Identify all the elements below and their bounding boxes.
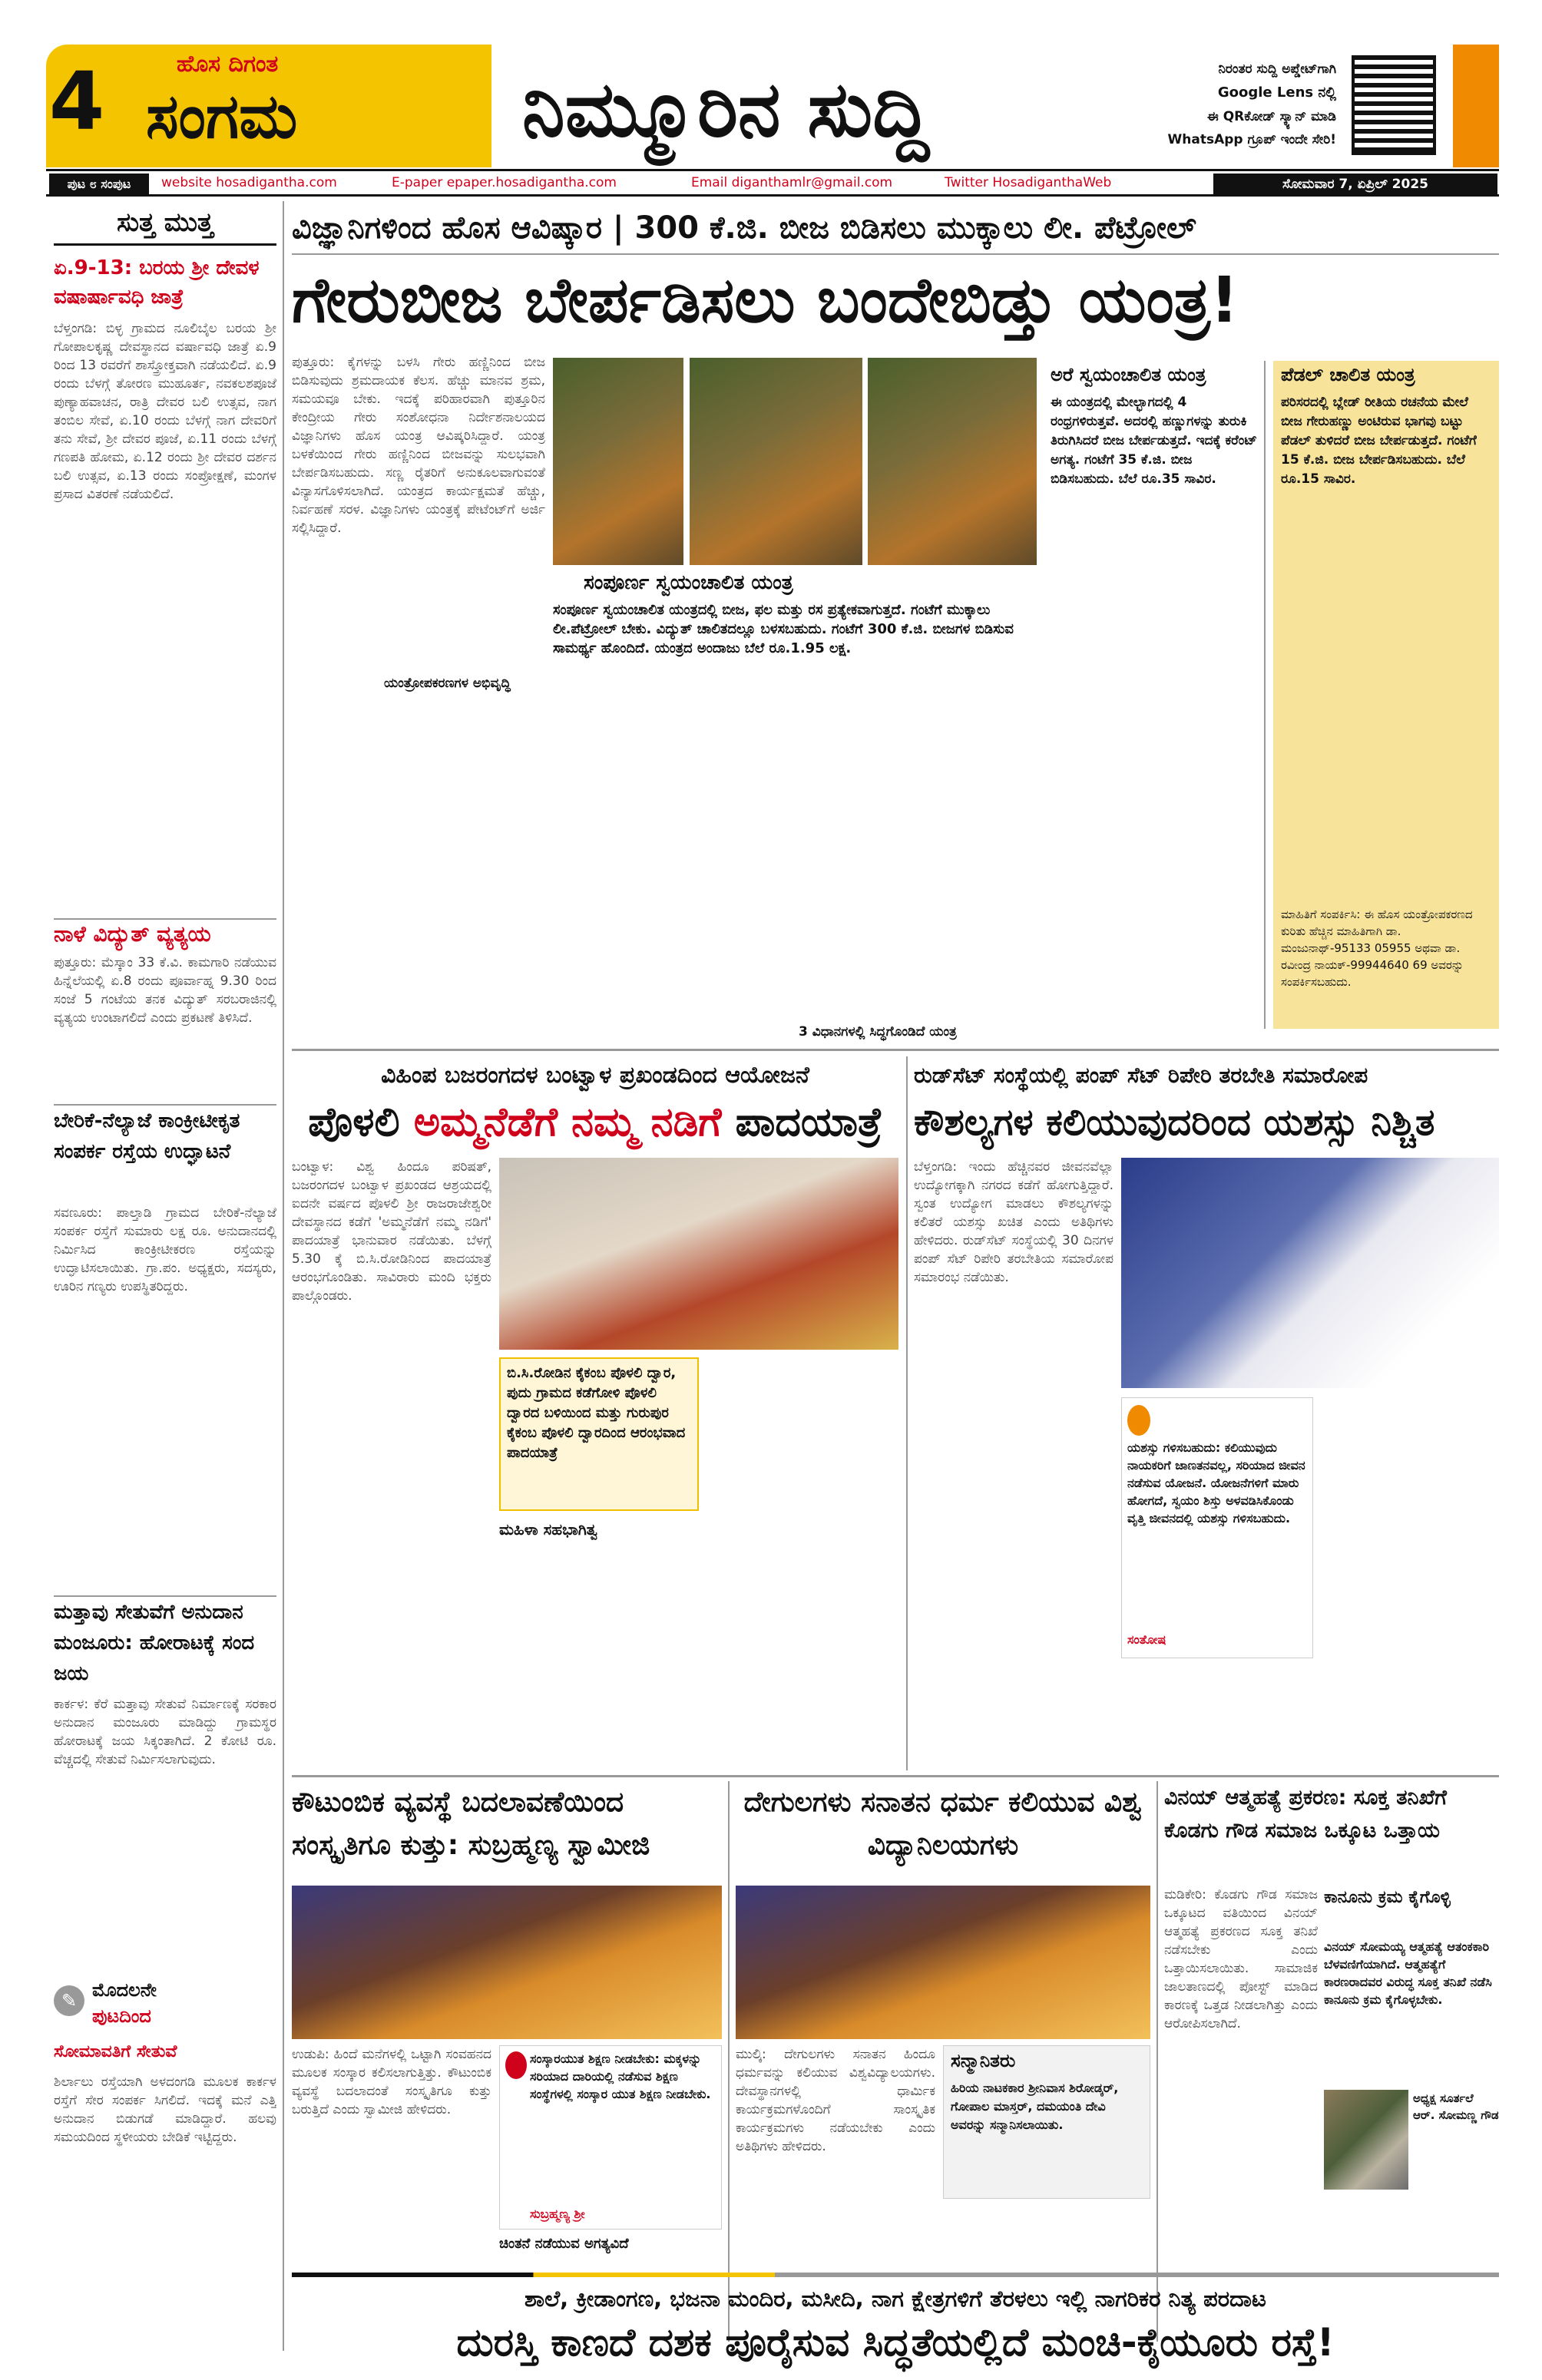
padayatre-subhead: ಮಹಿಳಾ ಸಹಭಾಗಿತ್ವ: [499, 1520, 597, 1539]
padayatre-headline: [292, 1095, 898, 1150]
issue-date: ಸೋಮವಾರ 7, ಏಪ್ರಿಲ್ 2025: [1213, 174, 1497, 195]
lead-box-1-body: ಈ ಯಂತ್ರದಲ್ಲಿ ಮೇಲ್ಭಾಗದಲ್ಲಿ 4 ರಂಧ್ರಗಳಿರುತ್ತವೆ. ಅದರಲ್ಲಿ ಹಣ್ಣುಗಳನ್ನು ತುರುಕಿ ತಿರುಗಿಸಿದರೆ ಬೀಜ ಬೇರ್ಪಡುತ್ತದೆ. ಇದಕ್ಕೆ ಕರೆಂಟ್ ಅಗತ್ಯ. ಗಂಟೆಗೆ 35 ಕೆ.ಜಿ. ಬೀಜ ಬಿಡಿಸಬಹುದು. ಬೆಲೆ ರೂ.35 ಸಾವಿರ.: [1051, 395, 1257, 487]
skills-quote-author: ಸಂತೋಷ: [1127, 1632, 1166, 1647]
column-label-1: ಮೊದಲನೇ: [92, 1979, 157, 2001]
qr-text-2: Google Lens ನಲ್ಲಿ: [1217, 84, 1336, 101]
lead-photo-3: [868, 358, 1037, 565]
lead-photo-2: [690, 358, 862, 565]
lead-kicker: ವಿಜ್ಞಾನಿಗಳಿಂದ ಹೊಸ ಆವಿಷ್ಕಾರ | 300 ಕೆ.ಜಿ. ಬೀಜ ಬಿಡಿಸಲು ಮುಕ್ಕಾಲು ಲೀ. ಪೆಟ್ರೋಲ್: [292, 201, 1499, 255]
road-band: [292, 2273, 1499, 2277]
padayatre-kicker: ವಿಹಿಂಪ ಬಜರಂಗದಳ ಬಂಟ್ವಾಳ ಪ್ರಖಂಡದಿಂದ ಆಯೋಜನೆ: [381, 1062, 809, 1089]
lead-photo-1: [553, 358, 683, 565]
temples-photo: [736, 1886, 1150, 2039]
divider-1: [292, 1049, 1499, 1051]
padayatre-headline-3: ಪಾದಯಾತ್ರೆ: [735, 1099, 882, 1145]
vinay-box-author: ಅಧ್ಯಕ್ಷ ಸೂರ್ತಲೆ ಆರ್. ಸೋಮಣ್ಣ ಗೌಡ: [1413, 2091, 1499, 2122]
lead-subhead: ಯಂತ್ರೋಪಕರಣಗಳ ಅಭಿವೃದ್ಧಿ: [384, 676, 511, 691]
lead-box-1-more: [1051, 906, 1258, 1029]
sidebar-story-5-title: ಸೋಮಾವತಿಗೆ ಸೇತುವೆ: [54, 2042, 177, 2061]
lead-headline: ಗೇರುಬೀಜ ಬೇರ್ಪಡಿಸಲು ಬಂದೇಬಿಡ್ತು ಯಂತ್ರ!: [292, 264, 1239, 337]
sidebar-story-3-body: ಸವಣೂರು: ಪಾಲ್ತಾಡಿ ಗ್ರಾಮದ ಬೇರಿಕೆ-ನೆಲ್ಯಾಜೆ ಸಂಪರ್ಕ ರಸ್ತೆಗೆ ಸುಮಾರು ಲಕ್ಷ ರೂ. ಅನುದಾನದಲ್ಲಿ ನಿರ್ಮಿಸಿದ ಕಾಂಕ್ರೀಟೀಕರಣ ರಸ್ತೆಯನ್ನು ಉದ್ಘಾಟಿಸಲಾಯಿತು. ಗ್ರಾ.ಪಂ. ಅಧ್ಯಕ್ಷರು, ಸದಸ್ಯರು, ಊರಿನ ಗಣ್ಯರು ಉಪಸ್ಥಿತರಿದ್ದರು.: [54, 1205, 276, 1294]
family-quote-icon: [505, 2051, 527, 2079]
family-quote-author: ಸುಬ್ರಹ್ಮಣ್ಯ ಶ್ರೀ: [530, 2206, 585, 2221]
padayatre-photo: [499, 1158, 898, 1350]
lead-body: ಪುತ್ತೂರು: ಕೈಗಳನ್ನು ಬಳಸಿ ಗೇರು ಹಣ್ಣಿನಿಂದ ಬೀಜ ಬಿಡಿಸುವುದು ಶ್ರಮದಾಯಕ ಕೆಲಸ. ಹೆಚ್ಚು ಮಾನವ ಶ್ರಮ, ಸಮಯವೂ ಬೇಕು. ಇದಕ್ಕೆ ಪರಿಹಾರವಾಗಿ ಪುತ್ತೂರಿನ ಕೇಂದ್ರೀಯ ಗೇರು ಸಂಶೋಧನಾ ನಿರ್ದೇಶನಾಲಯದ ವಿಜ್ಞಾನಿಗಳು ಹೊಸ ಯಂತ್ರ ಆವಿಷ್ಕರಿಸಿದ್ದಾರೆ. ಯಂತ್ರ ಬಳಕೆಯಿಂದ ಗೇರು ಹಣ್ಣಿನಿಂದ ಬೀಜವನ್ನು ಸುಲಭವಾಗಿ ಬೇರ್ಪಡಿಸಬಹುದು. ಸಣ್ಣ ರೈತರಿಗೆ ಅನುಕೂಲವಾಗುವಂತೆ ವಿನ್ಯಾಸಗೊಳಿಸಲಾಗಿದೆ. ಯಂತ್ರದ ಕಾರ್ಯಕ್ಷಮತೆ ಹೆಚ್ಚು, ನಿರ್ವಹಣೆ ಸರಳ. ವಿಜ್ಞಾನಿಗಳು ಯಂತ್ರಕ್ಕೆ ಪೇಟೆಂಟ್‌ಗೆ ಅರ್ಜಿ ಸಲ್ಲಿಸಿದ್ದಾರೆ.: [292, 355, 545, 536]
vinay-box-body: ವಿನಯ್ ಸೋಮಯ್ಯ ಆತ್ಮಹತ್ಯೆ ಆತಂಕಕಾರಿ ಬೆಳವಣಿಗೆಯಾಗಿದೆ. ಆತ್ಮಹತ್ಯೆಗೆ ಕಾರಣರಾದವರ ವಿರುದ್ಧ ಸೂಕ್ತ ತನಿಖೆ ನಡೆಸಿ ಕಾನೂನು ಕ್ರಮ ಕೈಗೊಳ್ಳಬೇಕು.: [1324, 1939, 1492, 2007]
divider-2: [292, 1775, 1499, 1777]
column-label-2: ಪುಟದಿಂದ: [92, 2005, 151, 2027]
vinay-box-title: ಕಾನೂನು ಕ್ರಮ ಕೈಗೊಳ್ಳಿ: [1324, 1888, 1451, 1907]
brand-small: ಹೊಸ ದಿಗಂತ: [177, 51, 279, 78]
family-quote: ಸಂಸ್ಕಾರಯುತ ಶಿಕ್ಷಣ ನೀಡಬೇಕು: ಮಕ್ಕಳನ್ನು ಸರಿಯಾದ ದಾರಿಯಲ್ಲಿ ನಡೆಸುವ ಶಿಕ್ಷಣ ಸಂಸ್ಥೆಗಳಲ್ಲಿ ಸಂಸ್ಕಾರ ಯುತ ಶಿಕ್ಷಣ ನೀಡಬೇಕು.: [530, 2051, 711, 2101]
sidebar-story-2-body: ಪುತ್ತೂರು: ಮೆಸ್ಕಾಂ 33 ಕೆ.ವಿ. ಕಾಮಗಾರಿ ನಡೆಯುವ ಹಿನ್ನೆಲೆಯಲ್ಲಿ ಏ.8 ರಂದು ಪೂರ್ವಾಹ್ನ 9.30 ರಿಂದ ಸಂಜೆ 5 ಗಂಟೆಯ ತನಕ ವಿದ್ಯುತ್ ಸರಬರಾಜಿನಲ್ಲಿ ವ್ಯತ್ಯಯ ಉಂಟಾಗಲಿದೆ ಎಂದು ಪ್ರಕಟಣೆ ತಿಳಿಸಿದೆ.: [54, 955, 276, 1026]
pencil-icon: ✎: [54, 1985, 84, 2016]
temples-body: ಮುಲ್ಕಿ: ದೇಗುಲಗಳು ಸನಾತನ ಹಿಂದೂ ಧರ್ಮವನ್ನು ಕಲಿಯುವ ವಿಶ್ವವಿದ್ಯಾಲಯಗಳು. ದೇವಸ್ಥಾನಗಳಲ್ಲಿ ಧಾರ್ಮಿಕ ಕಾರ್ಯಕ್ರಮಗಳೊಂದಿಗೆ ಸಾಂಸ್ಕೃತಿಕ ಕಾರ್ಯಕ್ರಮಗಳು ನಡೆಯಬೇಕು ಎಂದು ಅತಿಥಿಗಳು ಹೇಳಿದರು.: [736, 2047, 935, 2154]
temples-headline: ದೇಗುಲಗಳು ಸನಾತನ ಧರ್ಮ ಕಲಿಯುವ ವಿಶ್ವ ವಿದ್ಯಾನಿಲಯಗಳು: [743, 1787, 1143, 1861]
lead-box-2-info: ಮಾಹಿತಿಗೆ ಸಂಪರ್ಕಿಸಿ: ಈ ಹೊಸ ಯಂತ್ರೋಪಕರಣದ ಕುರಿತು ಹೆಚ್ಚಿನ ಮಾಹಿತಿಗಾಗಿ ಡಾ. ಮಂಜುನಾಥ್-95133 05955 ಅಥವಾ ಡಾ. ರವೀಂದ್ರ ನಾಯಕ್-99944640 69 ಅವರನ್ನು ಸಂಪರ್ಕಿಸಬಹುದು.: [1281, 907, 1473, 989]
qr-text-1: ನಿರಂತರ ಸುದ್ದಿ ಅಪ್ಡೇಟ್‌ಗಾಗಿ: [1218, 61, 1336, 77]
qr-code-icon[interactable]: [1352, 55, 1436, 155]
page-number: 4: [48, 55, 105, 148]
sidebar-story-1-body: ಬೆಳ್ತಂಗಡಿ: ಬಿಳ್ಳ ಗ್ರಾಮದ ನೂಲಿಬೈಲ ಬರಯ ಶ್ರೀ ಗೋಪಾಲಕೃಷ್ಣ ದೇವಸ್ಥಾನದ ವರ್ಷಾವಧಿ ಜಾತ್ರೆ ಏ.9 ರಿಂದ 13 ರವರೆಗೆ ಶಾಸ್ತ್ರೋಕ್ತವಾಗಿ ನಡೆಯಲಿದೆ. ಏ.9 ರಂದು ಬೆಳಗ್ಗೆ ತೋರಣ ಮುಹೂರ್ತ, ನವಕಲಶಪೂಜೆ ಪುಣ್ಯಾಹವಾಚನ, ರಾತ್ರಿ ದೇವರ ಬಲಿ ಉತ್ಸವ, ನಾಗ ತಂಬಿಲ ಸೇವೆ, ಏ.10 ರಂದು ಬೆಳಗ್ಗೆ ನಾಗ ದೇವರಿಗೆ ತನು ಸೇವೆ, ಶ್ರೀ ದೇವರ ಪೂಜೆ, ಏ.11 ರಂದು ಬೆಳಗ್ಗೆ ಗಣಪತಿ ಹೋಮ, ಏ.12 ರಂದು ಶ್ರೀ ದೇವರ ದರ್ಶನ ಬಲಿ ಉತ್ಸವ, ಏ.13 ರಂದು ಸಂಪ್ರೋಕ್ಷಣೆ, ಮಂಗಳ ಪ್ರಸಾದ ವಿತರಣೆ ನಡೆಯಲಿದೆ.: [54, 321, 276, 502]
sidebar-story-3-title: ಬೇರಿಕೆ-ನೆಲ್ಯಾಜೆ ಕಾಂಕ್ರೀಟೀಕೃತ ಸಂಪರ್ಕ ರಸ್ತೆಯ ಉದ್ಘಾಟನೆ: [54, 1104, 276, 1199]
padayatre-box-text: ಬಿ.ಸಿ.ರೋಡಿನ ಕೈಕಂಬ ಪೊಳಲಿ ದ್ವಾರ, ಪುದು ಗ್ರಾಮದ ಕಡೆಗೋಳಿ ಪೊಳಲಿ ದ್ವಾರದ ಬಳಿಯಿಂದ ಮತ್ತು ಗುರುಪುರ ಕೈಕಂಬ ಪೊಳಲಿ ದ್ವಾರದಿಂದ ಆರಂಭವಾದ ಪಾದಯಾತ್ರೆ: [507, 1365, 686, 1461]
masthead: [46, 45, 1499, 167]
road-headline: ದುರಸ್ತಿ ಕಾಣದೆ ದಶಕ ಪೂರೈಸುವ ಸಿದ್ಧತೆಯಲ್ಲಿದೆ ಮಂಚಿ-ಕೈಯೂರು ರಸ್ತೆ!: [456, 2320, 1335, 2365]
padayatre-body: ಬಂಟ್ವಾಳ: ವಿಶ್ವ ಹಿಂದೂ ಪರಿಷತ್, ಬಜರಂಗದಳ ಬಂಟ್ವಾಳ ಪ್ರಖಂಡದ ಆಶ್ರಯದಲ್ಲಿ ಐದನೇ ವರ್ಷದ ಪೊಳಲಿ ಶ್ರೀ ರಾಜರಾಜೇಶ್ವರೀ ದೇವಸ್ಥಾನದ ಕಡೆಗೆ 'ಅಮ್ಮನೆಡೆಗೆ ನಮ್ಮ ನಡಿಗೆ' ಪಾದಯಾತ್ರೆ ಭಾನುವಾರ ನಡೆಯಿತು. ಬೆಳಗ್ಗೆ 5.30 ಕ್ಕೆ ಬಿ.ಸಿ.ರೋಡಿನಿಂದ ಪಾದಯಾತ್ರೆ ಆರಂಭಗೊಂಡಿತು. ಸಾವಿರಾರು ಮಂದಿ ಭಕ್ತರು ಪಾಲ್ಗೊಂಡರು.: [292, 1159, 491, 1304]
temples-box-body: ಹಿರಿಯ ನಾಟಕಕಾರ ಶ್ರೀನಿವಾಸ ಶಿರೋಡ್ಕರ್, ಗೋಪಾಲ ಮಾಸ್ತರ್, ದಮಯಂತಿ ದೇವಿ ಅವರನ್ನು ಸನ್ಮಾನಿಸಲಾಯಿತು.: [951, 2081, 1119, 2132]
skills-headline: ಕೌಶಲ್ಯಗಳ ಕಲಿಯುವುದರಿಂದ ಯಶಸ್ಸು ನಿಶ್ಚಿತ: [914, 1101, 1435, 1144]
family-subhead: ಚಿಂತನೆ ನಡೆಯುವ ಅಗತ್ಯವಿದೆ: [499, 2236, 629, 2252]
epaper-link[interactable]: E-paper epaper.hosadigantha.com: [392, 175, 617, 190]
family-headline: ಕೌಟುಂಬಿಕ ವ್ಯವಸ್ಥೆ ಬದಲಾವಣೆಯಿಂದ ಸಂಸ್ಕೃತಿಗೂ ಕುತ್ತು: ಸುಬ್ರಹ್ಮಣ್ಯ ಸ್ವಾಮೀಜಿ: [292, 1787, 650, 1861]
padayatre-body-3: [499, 1548, 699, 1772]
divider-v-2: [728, 1781, 730, 2342]
sidebar-story-4-title: ಮತ್ತಾವು ಸೇತುವೆಗೆ ಅನುದಾನ ಮಂಜೂರು: ಹೋರಾಟಕ್ಕೆ ಸಂದ ಜಯ: [54, 1595, 276, 1691]
sidebar-header: ಸುತ್ತ ಮುತ್ತ: [54, 207, 276, 246]
padayatre-headline-2: ಅಮ್ಮನೆಡೆಗೆ ನಮ್ಮ ನಡಿಗೆ: [413, 1099, 722, 1145]
skills-quote: ಯಶಸ್ಸು ಗಳಿಸಬಹುದು: ಕಲಿಯುವುದು ನಾಯಕರಿಗೆ ಜಾಣತನವಲ್ಲ, ಸರಿಯಾದ ಜೀವನ ನಡೆಸುವ ಯೋಜನೆ. ಯೋಜನೆಗಳಿಗೆ ಮಾರು ಹೋಗದೆ, ಸ್ವಯಂ ಶಿಸ್ತು ಅಳವಡಿಸಿಕೊಂಡು ವೃತ್ತಿ ಜೀವನದಲ್ಲಿ ಯಶಸ್ಸು ಗಳಿಸಬಹುದು.: [1127, 1440, 1305, 1526]
skills-photo: [1121, 1158, 1499, 1388]
skills-kicker: ರುಡ್‌ಸೆಟ್ ಸಂಸ್ಥೆಯಲ್ಲಿ ಪಂಪ್ ಸೆಟ್ ರಿಪೇರಿ ತರಬೇತಿ ಸಮಾರೋಪ: [914, 1063, 1368, 1088]
family-body: ಉಡುಪಿ: ಹಿಂದೆ ಮನೆಗಳಲ್ಲಿ ಒಟ್ಟಾಗಿ ಸಂವಹನದ ಮೂಲಕ ಸಂಸ್ಕಾರ ಕಲಿಸಲಾಗುತ್ತಿತ್ತು. ಕೌಟುಂಬಿಕ ವ್ಯವಸ್ಥೆ ಬದಲಾದಂತೆ ಸಂಸ್ಕೃತಿಗೂ ಕುತ್ತು ಬರುತ್ತಿದೆ ಎಂದು ಸ್ವಾಮೀಜಿ ಹೇಳಿದರು.: [292, 2047, 491, 2117]
website-link[interactable]: website hosadigantha.com: [161, 175, 337, 190]
orange-bar: [1453, 45, 1499, 167]
quote-icon: [1127, 1405, 1150, 1436]
twitter-link[interactable]: Twitter HosadiganthaWeb: [945, 175, 1112, 190]
lead-caption-body: ಸಂಪೂರ್ಣ ಸ್ವಯಂಚಾಲಿತ ಯಂತ್ರದಲ್ಲಿ ಬೀಜ, ಫಲ ಮತ್ತು ರಸ ಪ್ರತ್ಯೇಕವಾಗುತ್ತದೆ. ಗಂಟೆಗೆ ಮುಕ್ಕಾಲು ಲೀ.ಪೆಟ್ರೋಲ್ ಬೇಕು. ವಿದ್ಯುತ್ ಚಾಲಿತದಲ್ಲೂ ಬಳಸಬಹುದು. ಗಂಟೆಗೆ 300 ಕೆ.ಜಿ. ಬೀಜಗಳ ಬಿಡಿಸುವ ಸಾಮರ್ಥ್ಯ ಹೊಂದಿದೆ. ಯಂತ್ರದ ಅಂದಾಜು ಬೆಲೆ ರೂ.1.95 ಲಕ್ಷ.: [553, 602, 1014, 656]
lead-caption-title: ಸಂಪೂರ್ಣ ಸ್ವಯಂಚಾಲಿತ ಯಂತ್ರ: [584, 571, 793, 594]
sidebar-story-5-body: ಶಿರ್ಲಾಲು ರಸ್ತೆಯಾಗಿ ಅಳದಂಗಡಿ ಮೂಲಕ ಕಾರ್ಕಳ ರಸ್ತೆಗೆ ಸೇರ ಸಂಪರ್ಕ ಸಿಗಲಿದೆ. ಇದಕ್ಕೆ ಮನೆ ಎತ್ತಿ ಅನುದಾನ ಬಿಡುಗಡೆ ಮಾಡಿದ್ದಾರೆ. ಹಲವು ಸಮಯದಿಂದ ಸ್ಥಳೀಯರು ಬೇಡಿಕೆ ಇಟ್ಟಿದ್ದರು.: [54, 2074, 276, 2145]
lead-box-2-title: ಪೆಡಲ್ ಚಾಲಿತ ಯಂತ್ರ: [1281, 364, 1415, 385]
padayatre-body-2: [706, 1357, 898, 1772]
family-photo: [292, 1886, 722, 2039]
skills-body-2: [1321, 1397, 1499, 1772]
lead-box-1-title: ಅರೆ ಸ್ವಯಂಚಾಲಿತ ಯಂತ್ರ: [1051, 364, 1206, 385]
road-kicker: ಶಾಲೆ, ಕ್ರೀಡಾಂಗಣ, ಭಜನಾ ಮಂದಿರ, ಮಸೀದಿ, ನಾಗ ಕ್ಷೇತ್ರಗಳಿಗೆ ತೆರಳಲು ಇಲ್ಲಿ ನಾಗರಿಕರ ನಿತ್ಯ ಪರದಾಟ: [524, 2286, 1266, 2312]
temples-box-title: ಸನ್ಮಾನಿತರು: [951, 2050, 1016, 2071]
divider-v-1: [906, 1056, 908, 1770]
skills-body: ಬೆಳ್ತಂಗಡಿ: ಇಂದು ಹೆಚ್ಚಿನವರ ಜೀವನವೆಲ್ಲಾ ಉದ್ಯೋಗಕ್ಕಾಗಿ ನಗರದ ಕಡೆಗೆ ಹೋಗುತ್ತಿದ್ದಾರೆ. ಸ್ವಂತ ಉದ್ಯೋಗ ಮಾಡಲು ಕೌಶಲ್ಯಗಳನ್ನು ಕಲಿತರೆ ಯಶಸ್ಸು ಖಚಿತ ಎಂದು ಅತಿಥಿಗಳು ಹೇಳಿದರು. ರುಡ್‌ಸೆಟ್ ಸಂಸ್ಥೆಯಲ್ಲಿ 30 ದಿನಗಳ ಪಂಪ್ ಸೆಟ್ ರಿಪೇರಿ ತರಬೇತಿಯ ಸಮಾರೋಪ ಸಮಾರಂಭ ನಡೆಯಿತು.: [914, 1159, 1113, 1285]
vinay-body: ಮಡಿಕೇರಿ: ಕೊಡಗು ಗೌಡ ಸಮಾಜ ಒಕ್ಕೂಟದ ವತಿಯಿಂದ ವಿನಯ್ ಆತ್ಮಹತ್ಯೆ ಪ್ರಕರಣದ ಸೂಕ್ತ ತನಿಖೆ ನಡೆಸಬೇಕು ಎಂದು ಒತ್ತಾಯಿಸಲಾಯಿತು. ಸಾಮಾಜಿಕ ಜಾಲತಾಣದಲ್ಲಿ ಪೋಸ್ಟ್ ಮಾಡಿದ ಕಾರಣಕ್ಕೆ ಒತ್ತಡ ನೀಡಲಾಗಿತ್ತು ಎಂದು ಆರೋಪಿಸಲಾಗಿದೆ.: [1164, 1887, 1318, 2031]
section-title: ನಿಮ್ಮೂರಿನ ಸುದ್ದಿ: [522, 64, 929, 154]
lead-caption-footer: 3 ವಿಧಾನಗಳಲ್ಲಿ ಸಿದ್ಧಗೊಂಡಿದೆ ಯಂತ್ರ: [799, 1024, 957, 1040]
lead-box-2-body: ಪರಿಸರದಲ್ಲಿ ಬ್ಲೇಡ್ ರೀತಿಯ ರಚನೆಯ ಮೇಲೆ ಬೀಜ ಗೇರುಹಣ್ಣು ಅಂಟಿರುವ ಭಾಗವು ಬಟ್ಟು ಪೆಡಲ್ ತುಳಿದರೆ ಬೀಜ ಬೇರ್ಪಡುತ್ತದೆ. ಗಂಟೆಗೆ 15 ಕೆ.ಜಿ. ಬೀಜ ಬೇರ್ಪಡಿಸಬಹುದು. ಬೆಲೆ ರೂ.15 ಸಾವಿರ.: [1281, 395, 1477, 487]
vinay-photo: [1324, 2090, 1408, 2190]
vinay-headline: ವಿನಯ್ ಆತ್ಮಹತ್ಯೆ ಪ್ರಕರಣ: ಸೂಕ್ತ ತನಿಖೆಗೆ ಕೊಡಗು ಗೌಡ ಸಮಾಜ ಒಕ್ಕೂಟ ಒತ್ತಾಯ: [1164, 1786, 1447, 1843]
brand-large: ಸಂಗಮ: [146, 81, 298, 152]
padayatre-headline-1: ಪೊಳಲಿ: [308, 1099, 400, 1145]
sidebar-story-1-title: ಏ.9-13: ಬರಯ ಶ್ರೀ ದೇವಳ ವಷಾರ್ಷಾವಧಿ ಜಾತ್ರೆ: [54, 256, 260, 309]
sidebar-story-2-title: ನಾಳೆ ವಿದ್ಯುತ್ ವ್ಯತ್ಯಯ: [54, 918, 276, 949]
pages-label: ಪುಟ ೮ ಸಂಪುಟ: [49, 174, 149, 195]
divider-v-3: [1156, 1781, 1158, 2342]
sidebar-story-4-body: ಕಾರ್ಕಳ: ಕೆರೆ ಮತ್ತಾವು ಸೇತುವೆ ನಿರ್ಮಾಣಕ್ಕೆ ಸರಕಾರ ಅನುದಾನ ಮಂಜೂರು ಮಾಡಿದ್ದು ಗ್ರಾಮಸ್ಥರ ಹೋರಾಟಕ್ಕೆ ಜಯ ಸಿಕ್ಕಂತಾಗಿದೆ. 2 ಕೋಟಿ ರೂ. ವೆಚ್ಚದಲ್ಲಿ ಸೇತುವೆ ನಿರ್ಮಿಸಲಾಗುವುದು.: [54, 1697, 276, 1767]
email-link[interactable]: Email diganthamlr@gmail.com: [691, 175, 893, 190]
qr-text-4: WhatsApp ಗ್ರೂಪ್ ಇಂದೇ ಸೇರಿ!: [1167, 132, 1336, 147]
lead-body-cont: [553, 722, 1037, 998]
qr-text-3: ಈ QRಕೋಡ್ ಸ್ಕ್ಯಾನ್ ಮಾಡಿ: [1207, 109, 1336, 124]
